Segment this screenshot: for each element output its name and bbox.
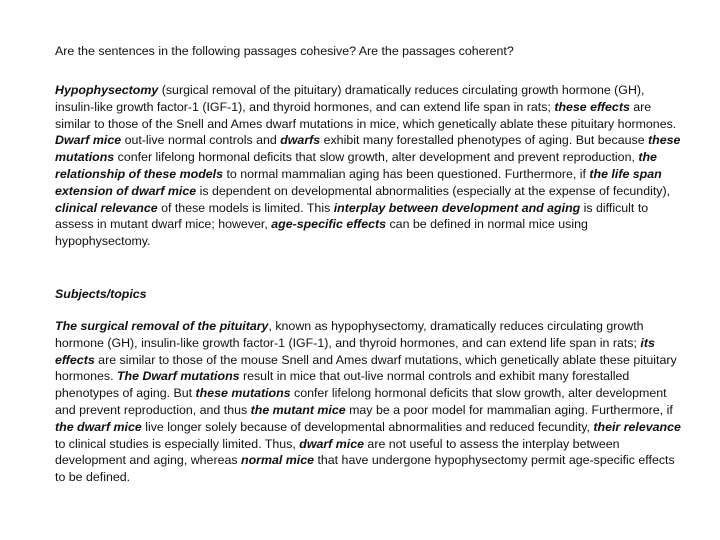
text-run: confer lifelong hormonal deficits that slow growth, alter development and prevent reproduction, and thus <box>55 386 667 417</box>
emphasized-phrase: the relationship of these models <box>55 150 657 181</box>
text-run: can be defined in normal mice using hypophysectomy. <box>55 217 588 249</box>
text-run: , known as hypophysectomy, dramatically reduces circulating growth hormone (GH), insulin-like growth factor-1 (IGF-1), and thyroid hormones, and can extend life span in rats; <box>55 319 644 350</box>
text-run: live longer solely because of developmental abnormalities and reduced fecundity, <box>141 419 594 434</box>
question-text: Are the sentences in the following passages cohesive? Are the passages coherent? <box>55 44 514 58</box>
emphasized-phrase: Dwarf mice <box>55 133 122 148</box>
emphasized-phrase: age-specific effects <box>271 217 387 232</box>
emphasized-phrase: the life span extension of dwarf mice <box>55 166 662 198</box>
emphasized-phrase: these mutations <box>195 386 291 401</box>
emphasized-phrase: Hypophysectomy <box>55 83 159 97</box>
text-run: are similar to those of the mouse Snell and Ames dwarf mutations, which genetically ablate these pituitary hormones. <box>55 352 677 384</box>
text-run: result in mice that out-live normal controls and exhibit many forestalled phenotypes of aging. But <box>55 369 630 401</box>
emphasized-phrase: dwarfs <box>280 133 321 148</box>
emphasized-phrase: these mutations <box>55 133 681 165</box>
emphasized-phrase: the dwarf mice <box>55 419 142 434</box>
emphasized-phrase: dwarf mice <box>299 436 364 451</box>
passage-1 <box>55 82 685 250</box>
emphasized-phrase: normal mice <box>241 453 314 468</box>
emphasized-phrase: their relevance <box>593 419 681 434</box>
text-run: are not useful to assess the interplay between development and aging, whereas <box>55 436 620 468</box>
emphasized-phrase: the mutant mice <box>250 402 346 417</box>
text-run: may be a poor model for mammalian aging. Furthermore, if <box>345 402 673 417</box>
emphasized-phrase: clinical relevance <box>55 200 158 215</box>
emphasized-phrase: The surgical removal of the pituitary <box>55 319 269 333</box>
text-run: (surgical removal of the pituitary) dramatically reduces circulating growth hormone (GH), insulin-like growth factor-1 (IGF-1), and thyroid hormones, and can extend life span in rats; <box>55 83 645 114</box>
text-run: are similar to those of the Snell and Ames dwarf mutations in mice, which genetically ablate these pituitary hormones. <box>55 99 677 131</box>
text-run: is difficult to assess in mutant dwarf mice; however, <box>55 200 649 232</box>
passage-2 <box>55 318 685 486</box>
text-run: exhibit many forestalled phenotypes of aging. But because <box>320 133 649 148</box>
emphasized-phrase: these effects <box>554 99 630 114</box>
text-run: is dependent on developmental abnormalities (especially at the expense of fecundity), <box>196 183 671 198</box>
text-run: to clinical studies is especially limited. Thus, <box>55 436 300 451</box>
text-run: of these models is limited. This <box>157 200 334 215</box>
emphasized-phrase: its effects <box>55 335 655 367</box>
emphasized-phrase: interplay between development and aging <box>333 200 581 215</box>
emphasized-phrase: The Dwarf mutations <box>116 369 240 384</box>
section-heading: Subjects/topics <box>55 287 147 301</box>
text-run: to normal mammalian aging has been questioned. Furthermore, if <box>223 166 590 181</box>
text-run: out-live normal controls and <box>121 133 281 148</box>
text-run: confer lifelong hormonal deficits that slow growth, alter development and prevent reproduction, <box>114 150 639 165</box>
text-run: that have undergone hypophysectomy permit age-specific effects to be defined. <box>55 453 675 485</box>
